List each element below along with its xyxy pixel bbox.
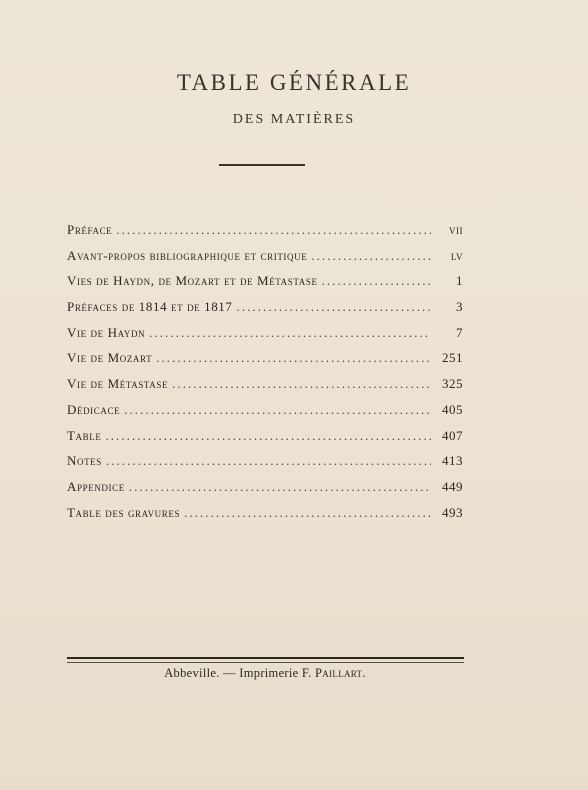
dot-leader <box>156 350 431 366</box>
toc-entry-page: 407 <box>442 427 463 443</box>
toc-entry-vie-haydn <box>67 325 463 351</box>
dot-leader <box>129 479 431 495</box>
page-subtitle: DES MATIÈRES <box>232 112 356 127</box>
toc-entry-avant-propos <box>67 248 463 274</box>
toc-entry-vies <box>67 273 463 299</box>
dot-leader <box>106 453 431 469</box>
toc-entry-page: vii <box>449 222 463 237</box>
toc-entry-appendice <box>67 479 463 505</box>
footer-rule <box>67 657 464 663</box>
toc-entry-page: 1 <box>456 273 463 289</box>
toc-entry-label: Dédicace <box>67 401 121 417</box>
dot-leader <box>184 505 431 521</box>
toc-entry-label: Appendice <box>67 478 125 494</box>
dot-leader <box>322 273 431 289</box>
toc-entry-label: Vie de Haydn <box>67 324 146 340</box>
toc-entry-page: 325 <box>442 376 463 392</box>
toc-entry-prefaces <box>67 299 463 325</box>
toc-entry-page: 251 <box>442 350 463 366</box>
toc-entry-table <box>67 428 463 454</box>
toc-entry-vie-metastase <box>67 376 463 402</box>
toc-entry-label: Table des gravures <box>67 504 181 520</box>
title-divider <box>219 164 305 166</box>
page-title: TABLE GÉNÉRALE <box>176 70 412 95</box>
toc-entry-notes <box>67 453 463 479</box>
toc-entry-page: 7 <box>456 324 463 340</box>
toc-entry-label: Notes <box>67 453 102 469</box>
dot-leader <box>116 222 431 238</box>
toc-entry-label: Préface <box>67 222 113 237</box>
toc-entry-page: 493 <box>442 504 463 520</box>
imprint-printer-name: Paillart. <box>315 666 366 680</box>
dot-leader <box>149 325 431 341</box>
toc-entry-page: 405 <box>442 401 463 417</box>
toc-entry-label: Vies de Haydn, de Mozart et de Métastase <box>67 273 318 289</box>
toc-entry-preface <box>67 222 463 248</box>
toc-entry-label: Avant-propos bibliographique et critique <box>67 247 308 263</box>
imprint-text: Abbeville. — Imprimerie F. <box>164 666 316 680</box>
dot-leader <box>124 402 431 418</box>
toc-entry-page: 449 <box>442 478 463 494</box>
dot-leader <box>311 248 431 264</box>
toc-entry-page: 3 <box>456 299 463 315</box>
printer-imprint <box>0 666 530 681</box>
toc-entry-vie-mozart <box>67 350 463 376</box>
toc-entry-label: Vie de Mozart <box>67 350 153 366</box>
toc-entry-label: Table <box>67 427 102 443</box>
toc-entry-label: Préfaces de 1814 et de 1817 <box>67 299 233 315</box>
dot-leader <box>105 428 431 444</box>
dot-leader <box>237 299 431 315</box>
toc-entry-page: 413 <box>442 453 463 469</box>
table-of-contents <box>67 222 463 530</box>
toc-entry-label: Vie de Métastase <box>67 376 169 392</box>
toc-entry-page: lv <box>450 247 463 263</box>
toc-entry-dedicace <box>67 402 463 428</box>
dot-leader <box>172 376 431 392</box>
toc-entry-table-gravures <box>67 505 463 531</box>
